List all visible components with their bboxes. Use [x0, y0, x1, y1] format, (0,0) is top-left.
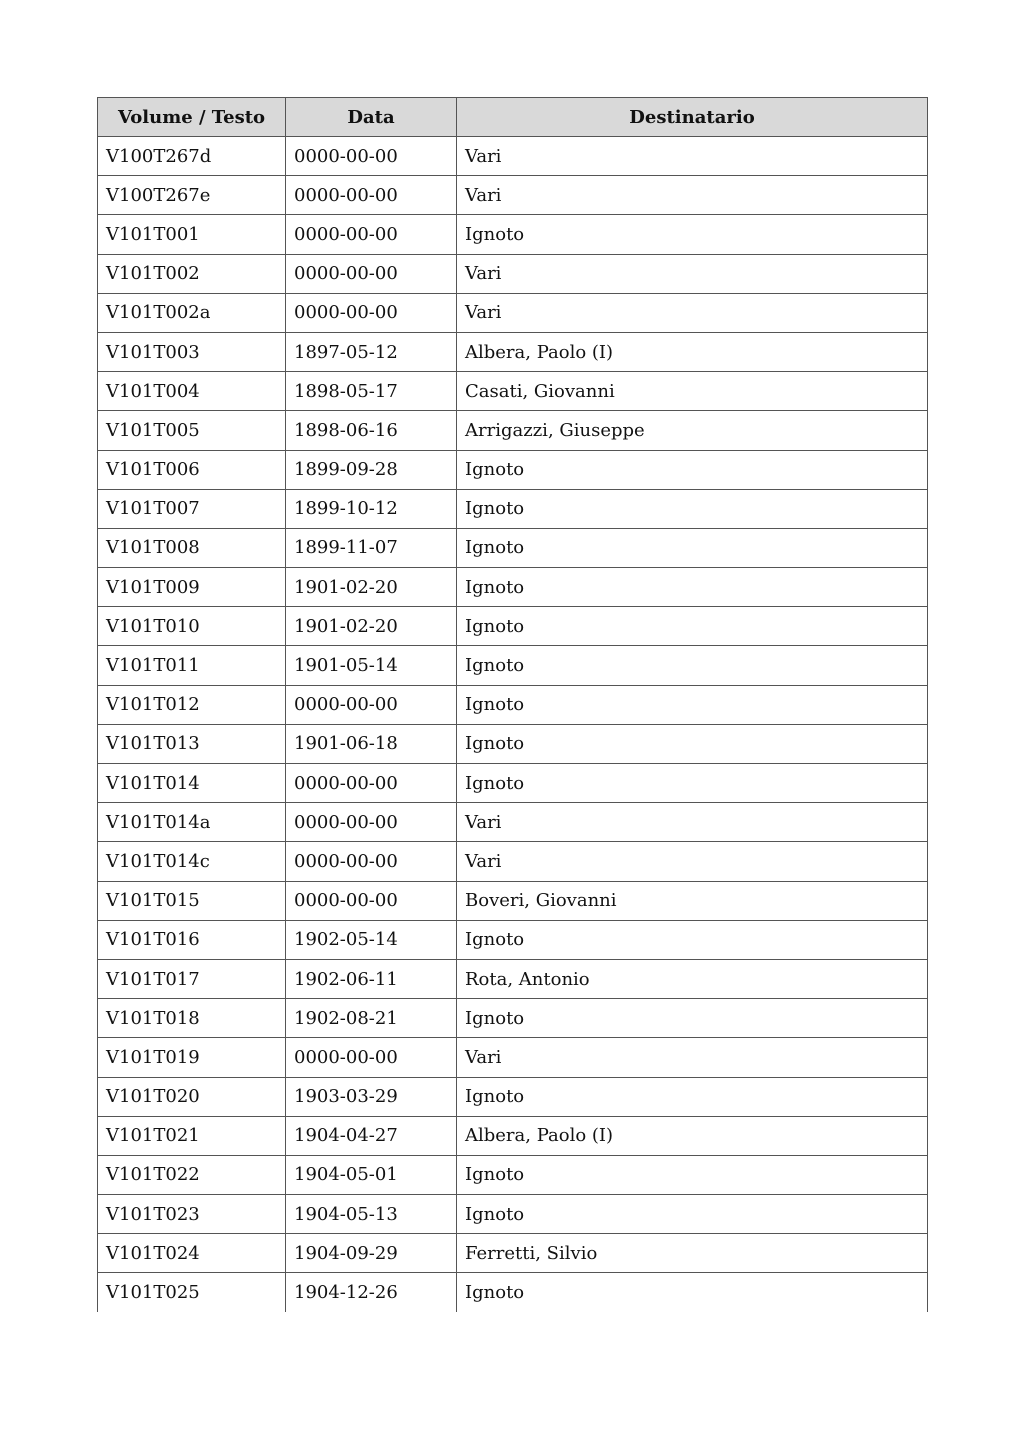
cell-data: 1902-05-14: [286, 920, 457, 959]
table-body: [98, 137, 928, 1313]
cell-volume-testo: V101T002: [98, 254, 286, 293]
table-row: [98, 372, 928, 411]
table-row: [98, 1116, 928, 1155]
cell-volume-testo: V101T013: [98, 724, 286, 763]
cell-data: 0000-00-00: [286, 842, 457, 881]
header-data: Data: [286, 98, 457, 137]
table-row: [98, 685, 928, 724]
cell-data: 1898-05-17: [286, 372, 457, 411]
table-row: [98, 176, 928, 215]
table-row: [98, 332, 928, 371]
cell-destinatario: Ignoto: [457, 685, 928, 724]
table-row: [98, 1077, 928, 1116]
cell-volume-testo: V101T018: [98, 999, 286, 1038]
table-row: [98, 293, 928, 332]
cell-data: 1898-06-16: [286, 411, 457, 450]
cell-destinatario: Ignoto: [457, 764, 928, 803]
table-row: [98, 959, 928, 998]
cell-volume-testo: V101T009: [98, 568, 286, 607]
cell-volume-testo: V101T012: [98, 685, 286, 724]
cell-destinatario: Ignoto: [457, 999, 928, 1038]
table-row: [98, 411, 928, 450]
header-destinatario: Destinatario: [457, 98, 928, 137]
cell-data: 0000-00-00: [286, 764, 457, 803]
cell-volume-testo: V100T267e: [98, 176, 286, 215]
cell-data: 1904-12-26: [286, 1273, 457, 1312]
cell-volume-testo: V101T014c: [98, 842, 286, 881]
table-row: [98, 842, 928, 881]
cell-destinatario: Casati, Giovanni: [457, 372, 928, 411]
cell-data: 1902-06-11: [286, 959, 457, 998]
cell-volume-testo: V101T017: [98, 959, 286, 998]
cell-volume-testo: V101T011: [98, 646, 286, 685]
cell-destinatario: Ignoto: [457, 215, 928, 254]
cell-destinatario: Vari: [457, 1038, 928, 1077]
cell-volume-testo: V101T021: [98, 1116, 286, 1155]
cell-volume-testo: V101T010: [98, 607, 286, 646]
cell-destinatario: Albera, Paolo (I): [457, 332, 928, 371]
table-row: [98, 528, 928, 567]
table-row: [98, 215, 928, 254]
table-row: [98, 999, 928, 1038]
cell-data: 0000-00-00: [286, 215, 457, 254]
cell-data: 1899-10-12: [286, 489, 457, 528]
cell-destinatario: Ignoto: [457, 1155, 928, 1194]
cell-volume-testo: V101T025: [98, 1273, 286, 1312]
cell-destinatario: Ignoto: [457, 489, 928, 528]
cell-volume-testo: V101T014: [98, 764, 286, 803]
cell-volume-testo: V101T022: [98, 1155, 286, 1194]
cell-destinatario: Ignoto: [457, 646, 928, 685]
header-row: [98, 98, 928, 137]
cell-data: 1899-11-07: [286, 528, 457, 567]
cell-volume-testo: V101T019: [98, 1038, 286, 1077]
cell-data: 1904-05-13: [286, 1195, 457, 1234]
cell-data: 1899-09-28: [286, 450, 457, 489]
table-row: [98, 607, 928, 646]
table-row: [98, 1234, 928, 1273]
table-row: [98, 254, 928, 293]
cell-data: 1901-02-20: [286, 607, 457, 646]
cell-data: 1901-02-20: [286, 568, 457, 607]
cell-volume-testo: V101T002a: [98, 293, 286, 332]
table-row: [98, 1038, 928, 1077]
cell-destinatario: Vari: [457, 137, 928, 176]
cell-volume-testo: V101T023: [98, 1195, 286, 1234]
table-row: [98, 489, 928, 528]
cell-destinatario: Albera, Paolo (I): [457, 1116, 928, 1155]
cell-destinatario: Vari: [457, 803, 928, 842]
cell-volume-testo: V101T015: [98, 881, 286, 920]
cell-destinatario: Arrigazzi, Giuseppe: [457, 411, 928, 450]
cell-destinatario: Boveri, Giovanni: [457, 881, 928, 920]
cell-data: 0000-00-00: [286, 881, 457, 920]
cell-data: 0000-00-00: [286, 685, 457, 724]
table-row: [98, 450, 928, 489]
cell-data: 0000-00-00: [286, 137, 457, 176]
cell-volume-testo: V101T007: [98, 489, 286, 528]
table-row: [98, 137, 928, 176]
cell-volume-testo: V101T005: [98, 411, 286, 450]
cell-data: 1901-05-14: [286, 646, 457, 685]
cell-data: 0000-00-00: [286, 176, 457, 215]
cell-data: 0000-00-00: [286, 254, 457, 293]
table-row: [98, 803, 928, 842]
cell-data: 1904-04-27: [286, 1116, 457, 1155]
cell-data: 1897-05-12: [286, 332, 457, 371]
cell-data: 1903-03-29: [286, 1077, 457, 1116]
cell-destinatario: Ignoto: [457, 528, 928, 567]
table-row: [98, 568, 928, 607]
cell-destinatario: Ferretti, Silvio: [457, 1234, 928, 1273]
table-row: [98, 764, 928, 803]
cell-destinatario: Rota, Antonio: [457, 959, 928, 998]
table-row: [98, 1155, 928, 1194]
cell-destinatario: Ignoto: [457, 920, 928, 959]
header-volume-testo: Volume / Testo: [98, 98, 286, 137]
table-row: [98, 1273, 928, 1312]
cell-destinatario: Vari: [457, 176, 928, 215]
cell-volume-testo: V100T267d: [98, 137, 286, 176]
cell-destinatario: Ignoto: [457, 1195, 928, 1234]
cell-data: 0000-00-00: [286, 803, 457, 842]
cell-destinatario: Ignoto: [457, 607, 928, 646]
cell-data: 0000-00-00: [286, 293, 457, 332]
table-row: [98, 1195, 928, 1234]
cell-volume-testo: V101T020: [98, 1077, 286, 1116]
cell-data: 0000-00-00: [286, 1038, 457, 1077]
cell-volume-testo: V101T008: [98, 528, 286, 567]
cell-volume-testo: V101T004: [98, 372, 286, 411]
cell-volume-testo: V101T001: [98, 215, 286, 254]
cell-destinatario: Ignoto: [457, 1077, 928, 1116]
cell-data: 1904-09-29: [286, 1234, 457, 1273]
cell-destinatario: Ignoto: [457, 1273, 928, 1312]
cell-destinatario: Vari: [457, 842, 928, 881]
cell-volume-testo: V101T014a: [98, 803, 286, 842]
cell-data: 1901-06-18: [286, 724, 457, 763]
cell-destinatario: Ignoto: [457, 568, 928, 607]
table-row: [98, 724, 928, 763]
cell-volume-testo: V101T006: [98, 450, 286, 489]
cell-destinatario: Vari: [457, 254, 928, 293]
letters-index-table: [97, 97, 928, 1312]
cell-data: 1904-05-01: [286, 1155, 457, 1194]
table-row: [98, 920, 928, 959]
cell-destinatario: Vari: [457, 293, 928, 332]
cell-volume-testo: V101T016: [98, 920, 286, 959]
cell-volume-testo: V101T024: [98, 1234, 286, 1273]
cell-volume-testo: V101T003: [98, 332, 286, 371]
cell-data: 1902-08-21: [286, 999, 457, 1038]
table-row: [98, 646, 928, 685]
table-header: [98, 98, 928, 137]
cell-destinatario: Ignoto: [457, 450, 928, 489]
table-row: [98, 881, 928, 920]
cell-destinatario: Ignoto: [457, 724, 928, 763]
